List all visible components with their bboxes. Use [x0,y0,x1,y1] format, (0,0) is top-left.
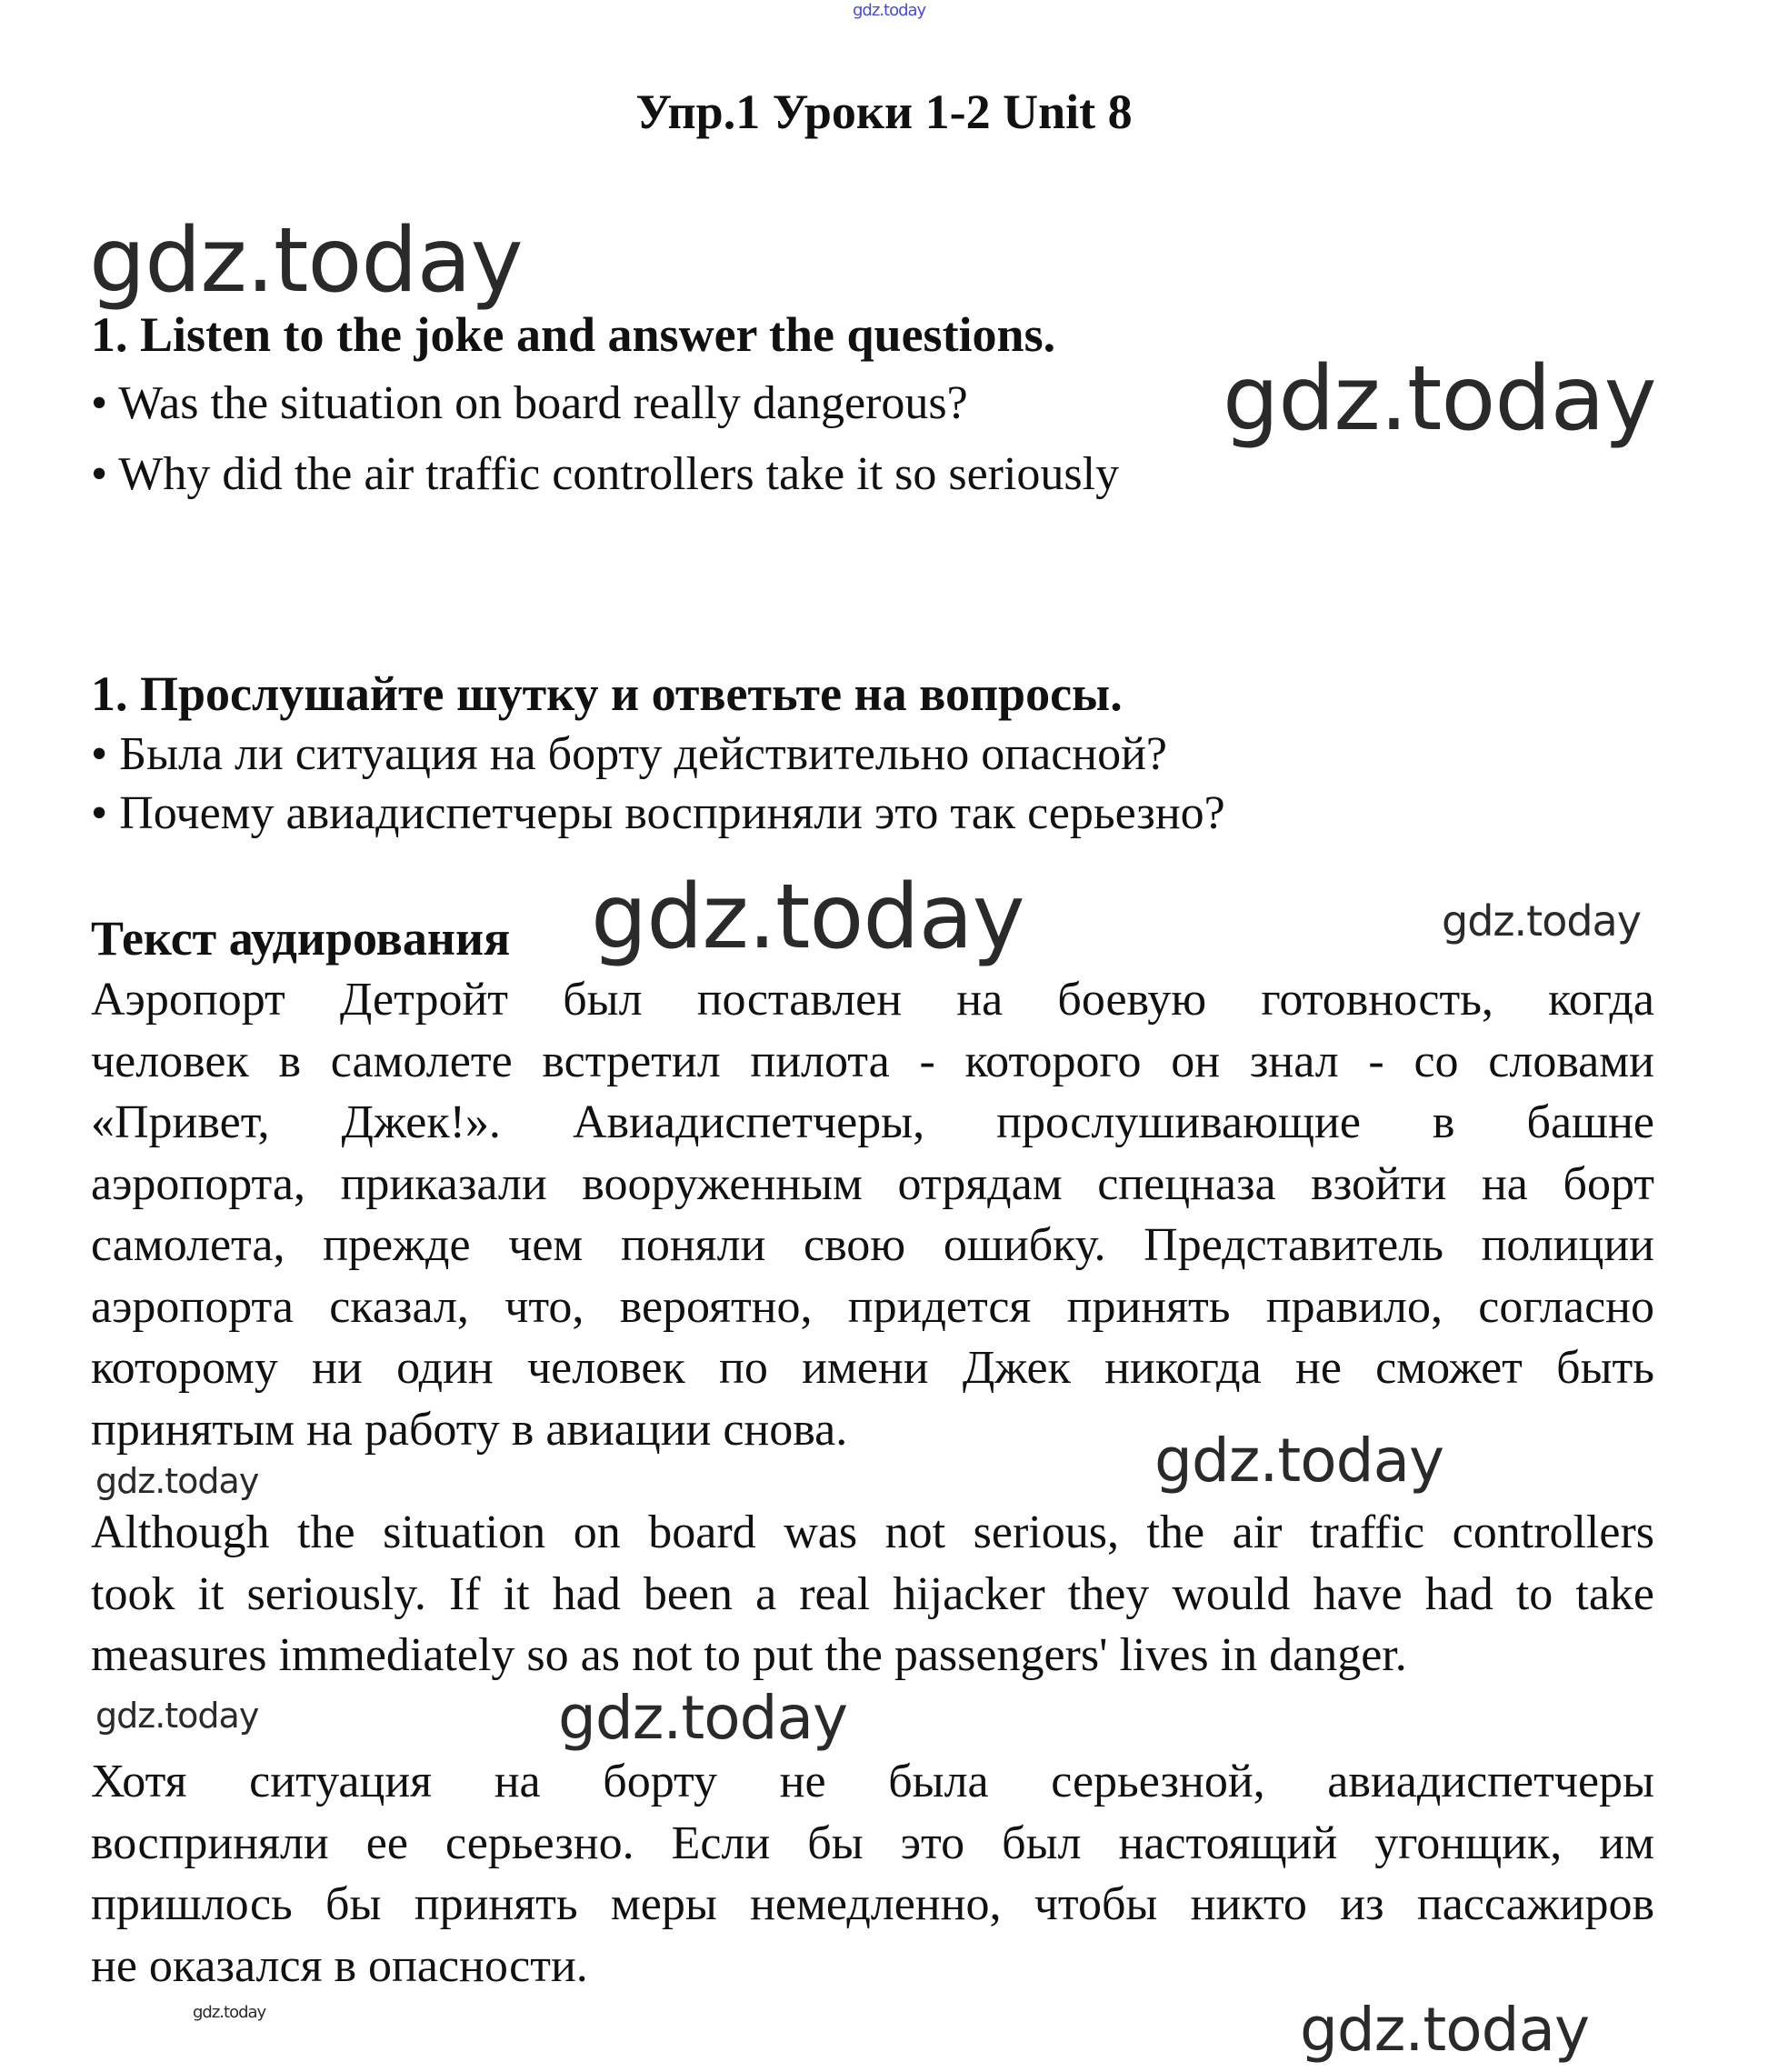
text-line: которому ни один человек по имени Джек никогда не сможет быть [91,1342,1654,1394]
watermark: gdz.today [89,209,523,313]
watermark: gdz.today [95,1696,259,1736]
watermark: gdz.today [193,2003,266,2022]
answer-english [91,1502,1654,1687]
page-title: Упр.1 Уроки 1-2 Unit 8 [635,85,1133,139]
watermark: gdz.today [1223,347,1656,451]
english-bullet: • Why did the air traffic controllers take it so seriously [91,448,1120,500]
text-line: принятым на работу в авиации снова. [91,1403,848,1456]
watermark: gdz.today [1154,1426,1444,1496]
answer-russian [91,1751,1654,1997]
text-line: пришлось бы принять меры немедленно, чтобы никто из пассажиров [91,1878,1654,1930]
english-bullet: • Was the situation on board really dangerous? [91,377,968,429]
text-line: Although the situation on board was not serious, the air traffic controllers [91,1506,1654,1558]
text-line: «Привет, Джек!». Авиадиспетчеры, прослушивающие в башне [91,1096,1654,1148]
english-task-heading: 1. Listen to the joke and answer the questions. [91,307,1056,362]
watermark: gdz.today [591,866,1024,969]
text-line: Аэропорт Детройт был поставлен на боевую готовность, когда [91,974,1654,1026]
russian-task-heading: 1. Прослушайте шутку и ответьте на вопросы. [91,666,1123,721]
text-line: восприняли ее серьезно. Если бы это был настоящий угонщик, им [91,1817,1654,1869]
text-line: аэропорта, приказали вооруженным отрядам спецназа взойти на борт [91,1157,1654,1210]
russian-bullet: • Почему авиадиспетчеры восприняли это так серьезно? [91,787,1225,839]
listening-heading: Текст аудирования [91,911,511,966]
text-line: аэропорта сказал, что, вероятно, придется принять правило, согласно [91,1280,1654,1333]
text-line: measures immediately so as not to put the passengers' lives in danger. [91,1629,1407,1681]
text-line: Хотя ситуация на борту не была серьезной, авиадиспетчеры [91,1756,1654,1807]
watermark: gdz.today [95,1461,259,1501]
watermark-top: gdz.today [853,1,926,20]
watermark: gdz.today [558,1683,848,1753]
text-line: самолета, прежде чем поняли свою ошибку. Представитель полиции [91,1219,1654,1271]
text-line: не оказался в опасности. [91,1939,588,1992]
text-line: took it seriously. If it had been a real hijacker they would have had to take [91,1567,1654,1620]
watermark: gdz.today [1442,896,1641,946]
text-line: человек в самолете встретил пилота - которого он знал - со словами [91,1035,1654,1087]
listening-text [91,969,1654,1460]
russian-bullet: • Была ли ситуация на борту действительно опасной? [91,728,1168,780]
watermark: gdz.today [1300,1995,1590,2065]
